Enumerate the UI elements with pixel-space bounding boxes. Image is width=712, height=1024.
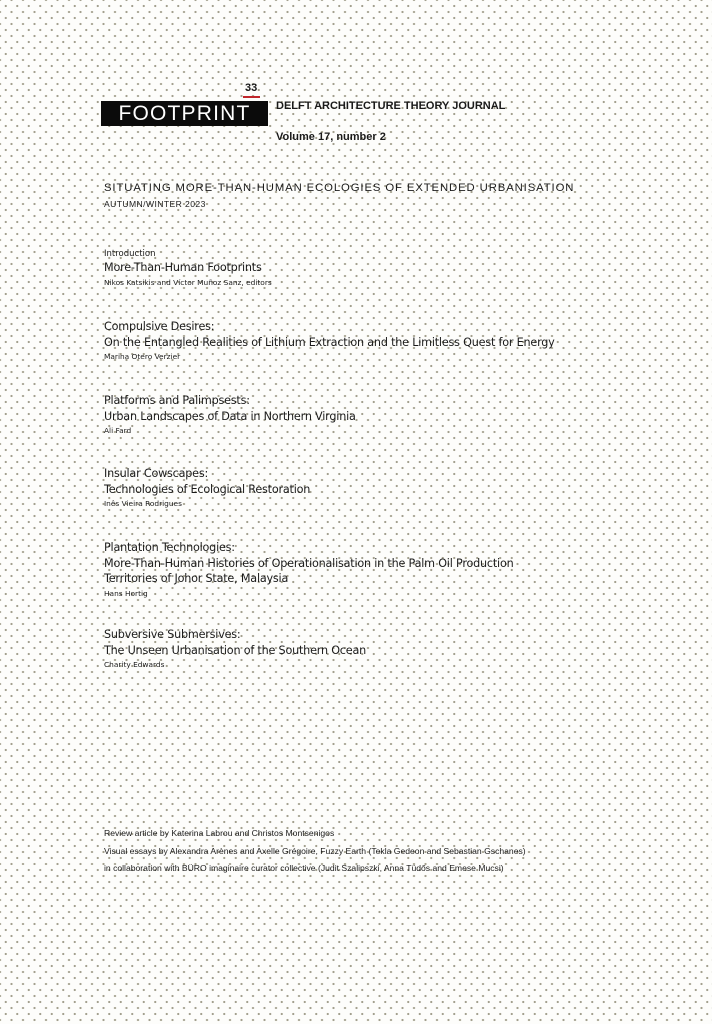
entry-subtitle-continued: Territories of Johor State, Malaysia (104, 572, 289, 585)
entry-title: Compulsive Desires: (104, 320, 215, 333)
contents-entry (104, 393, 356, 436)
entry-author: Marina Otero Verzier (104, 352, 181, 361)
journal-name: DELFT ARCHITECTURE THEORY JOURNAL (276, 100, 506, 112)
credit-review-article: Review article by Katerina Labrou and Christos Montsenigos (104, 828, 335, 838)
entry-author: Charity Edwards (104, 660, 165, 669)
entry-subtitle: On the Entangled Realities of Lithium Extraction and the Limitless Quest for Energy (104, 335, 555, 349)
credit-visual-essays: Visual essays by Alexandra Arènes and Axelle Grégoire, Fuzzy Earth (Tekla Gedeon and Sebastian Gschanes) (104, 845, 526, 856)
contents-entry (104, 249, 272, 288)
logo-text: FOOTPRINT (118, 102, 251, 125)
entry-author: Hans Hortig (104, 588, 148, 598)
entry-subtitle: The Unseen Urbanisation of the Southern Ocean (104, 643, 366, 657)
entry-title: Plantation Technologies: (104, 541, 235, 554)
volume-number: Volume 17, number 2 (276, 131, 386, 143)
entry-title: Subversive Submersives: (104, 628, 241, 641)
issue-number: 33 (245, 82, 258, 94)
entry-title: Insular Cowscapes: (104, 467, 209, 480)
contents-entry (104, 319, 555, 362)
entry-kicker: Introduction (104, 249, 156, 259)
issue-theme: SITUATING MORE-THAN-HUMAN ECOLOGIES OF EXTENDED URBANISATION (104, 182, 575, 194)
credit-collaboration: in collaboration with BÜRO imaginaire curator collective (Judit Szalipszki, Anna Tüdős and Emese Mucsi) (104, 863, 504, 873)
entry-title: More-Than-Human Footprints (104, 261, 262, 274)
entry-author: Inês Vieira Rodrigues (104, 499, 182, 508)
footprint-logo (101, 101, 268, 126)
entry-title: Platforms and Palimpsests: (104, 394, 250, 407)
credits-block (104, 825, 526, 878)
issue-number-underline (243, 96, 260, 98)
contents-entry (104, 466, 310, 509)
entry-subtitle: More-Than-Human Histories of Operationalisation in the Palm Oil Production (104, 556, 514, 570)
entry-author: Ali Fard (104, 426, 132, 435)
contents-entry (104, 627, 366, 670)
entry-author: Nikos Katsikis and Víctor Muñoz Sanz, editors (104, 277, 272, 287)
entry-subtitle: Urban Landscapes of Data in Northern Virginia (104, 409, 356, 423)
issue-season: AUTUMN/WINTER 2023 (104, 199, 206, 209)
contents-entry (104, 540, 514, 599)
entry-subtitle: Technologies of Ecological Restoration (104, 482, 311, 496)
